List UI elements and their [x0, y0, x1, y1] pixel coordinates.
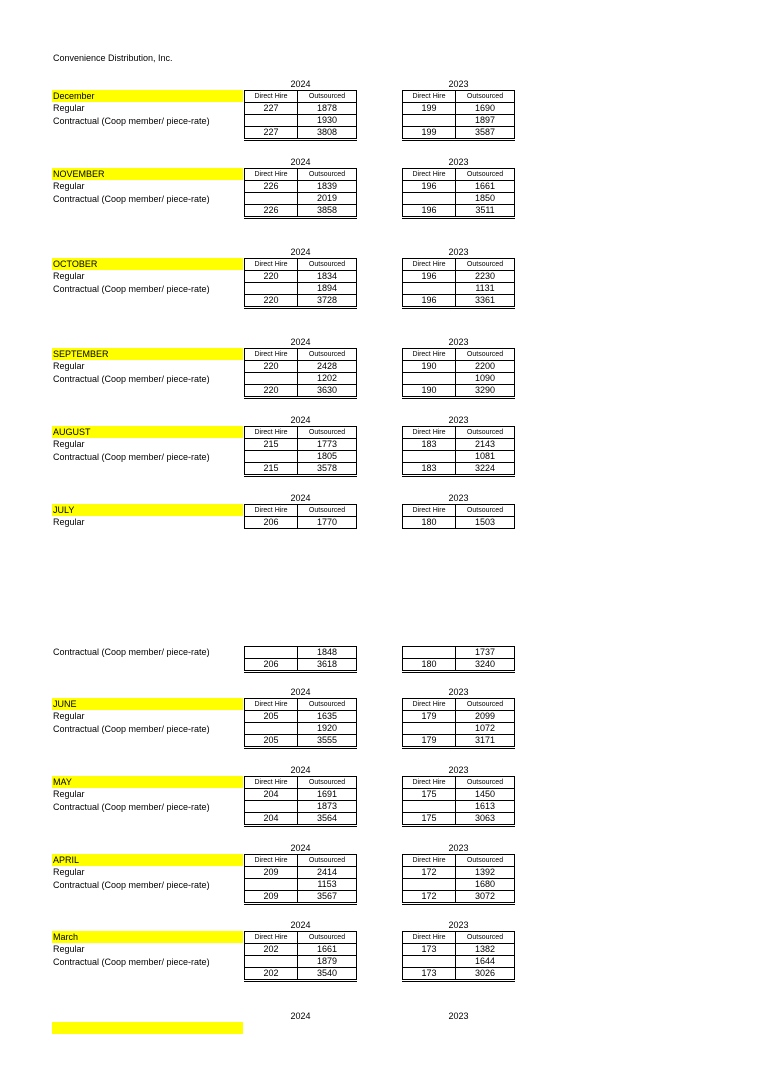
total-outsourced: 3555	[298, 735, 357, 748]
month-label: OCTOBER	[52, 258, 243, 270]
regular-outsourced: 1834	[298, 271, 357, 283]
total-outsourced: 3072	[456, 891, 515, 904]
contractual-direct-hire	[245, 373, 298, 385]
year-2024-label: 2024	[290, 415, 311, 425]
table-y2023	[402, 646, 515, 673]
total-outsourced: 3808	[298, 127, 357, 140]
table-y2024	[244, 776, 357, 827]
total-outsourced: 3728	[298, 295, 357, 308]
contractual-outsourced: 1613	[456, 801, 515, 813]
table-y2023	[402, 168, 515, 219]
direct-hire-header: Direct Hire	[245, 855, 298, 867]
regular-direct-hire: 202	[245, 944, 298, 956]
table-y2023	[402, 258, 515, 309]
contractual-outsourced: 1894	[298, 283, 357, 295]
regular-outsourced: 1450	[456, 789, 515, 801]
regular-label: Regular	[53, 711, 85, 721]
regular-direct-hire: 205	[245, 711, 298, 723]
regular-direct-hire: 183	[403, 439, 456, 451]
regular-direct-hire: 209	[245, 867, 298, 879]
month-block	[0, 157, 768, 226]
year-2023-label: 2023	[448, 157, 469, 167]
contractual-direct-hire	[403, 956, 456, 968]
table-y2024	[244, 931, 357, 982]
contractual-label: Contractual (Coop member/ piece-rate)	[53, 957, 210, 967]
total-direct-hire: 220	[245, 385, 298, 398]
table-y2023	[402, 348, 515, 399]
outsourced-header: Outsourced	[298, 427, 357, 439]
direct-hire-header: Direct Hire	[245, 91, 298, 103]
direct-hire-header: Direct Hire	[403, 932, 456, 944]
contractual-outsourced: 1897	[456, 115, 515, 127]
year-2023-label: 2023	[448, 765, 469, 775]
total-direct-hire: 190	[403, 385, 456, 398]
outsourced-header: Outsourced	[298, 349, 357, 361]
contractual-outsourced: 1081	[456, 451, 515, 463]
table-y2023	[402, 698, 515, 749]
year-2024-label: 2024	[290, 79, 311, 89]
contractual-direct-hire	[403, 283, 456, 295]
total-outsourced: 3587	[456, 127, 515, 140]
table-y2023	[402, 776, 515, 827]
month-block	[0, 247, 768, 316]
year-2023-label: 2023	[448, 843, 469, 853]
regular-label: Regular	[53, 789, 85, 799]
regular-outsourced: 1839	[298, 181, 357, 193]
outsourced-header: Outsourced	[298, 259, 357, 271]
contractual-direct-hire	[245, 193, 298, 205]
year-2024-label: 2024	[290, 920, 311, 930]
direct-hire-header: Direct Hire	[245, 169, 298, 181]
outsourced-header: Outsourced	[456, 932, 515, 944]
total-outsourced: 3224	[456, 463, 515, 476]
regular-direct-hire: 215	[245, 439, 298, 451]
direct-hire-header: Direct Hire	[403, 259, 456, 271]
outsourced-header: Outsourced	[456, 505, 515, 517]
regular-label: Regular	[53, 361, 85, 371]
regular-label: Regular	[53, 867, 85, 877]
total-outsourced: 3567	[298, 891, 357, 904]
regular-direct-hire: 220	[245, 271, 298, 283]
contractual-direct-hire	[403, 115, 456, 127]
contractual-outsourced: 1930	[298, 115, 357, 127]
month-label: AUGUST	[52, 426, 243, 438]
regular-outsourced: 2428	[298, 361, 357, 373]
contractual-outsourced: 1131	[456, 283, 515, 295]
contractual-label: Contractual (Coop member/ piece-rate)	[53, 880, 210, 890]
total-direct-hire: 179	[403, 735, 456, 748]
contractual-label: Contractual (Coop member/ piece-rate)	[53, 724, 210, 734]
regular-outsourced: 1382	[456, 944, 515, 956]
year-2023-label: 2023	[448, 493, 469, 503]
contractual-outsourced: 1850	[456, 193, 515, 205]
table-y2024	[244, 854, 357, 905]
direct-hire-header: Direct Hire	[245, 777, 298, 789]
total-outsourced: 3618	[298, 659, 357, 672]
month-label: MAY	[52, 776, 243, 788]
regular-direct-hire: 226	[245, 181, 298, 193]
regular-outsourced: 1770	[298, 517, 357, 529]
regular-outsourced: 1661	[298, 944, 357, 956]
contractual-outsourced: 1737	[456, 647, 515, 659]
outsourced-header: Outsourced	[298, 505, 357, 517]
contractual-outsourced: 1920	[298, 723, 357, 735]
year-2023-label: 2023	[448, 79, 469, 89]
contractual-direct-hire	[403, 451, 456, 463]
total-outsourced: 3564	[298, 813, 357, 826]
table-y2023	[402, 504, 515, 529]
contractual-direct-hire	[403, 373, 456, 385]
contractual-direct-hire	[245, 879, 298, 891]
contractual-direct-hire	[403, 647, 456, 659]
direct-hire-header: Direct Hire	[403, 349, 456, 361]
regular-outsourced: 2099	[456, 711, 515, 723]
total-outsourced: 3290	[456, 385, 515, 398]
outsourced-header: Outsourced	[456, 855, 515, 867]
regular-outsourced: 1503	[456, 517, 515, 529]
regular-direct-hire: 180	[403, 517, 456, 529]
month-block	[0, 920, 768, 989]
year-2024-label: 2024	[290, 687, 311, 697]
month-label: JULY	[52, 504, 243, 516]
contractual-outsourced: 1090	[456, 373, 515, 385]
contractual-outsourced: 1072	[456, 723, 515, 735]
contractual-outsourced: 2019	[298, 193, 357, 205]
contractual-direct-hire	[245, 801, 298, 813]
direct-hire-header: Direct Hire	[403, 777, 456, 789]
regular-outsourced: 1690	[456, 103, 515, 115]
total-direct-hire: 220	[245, 295, 298, 308]
regular-direct-hire: 220	[245, 361, 298, 373]
total-direct-hire: 173	[403, 968, 456, 981]
direct-hire-header: Direct Hire	[245, 427, 298, 439]
total-outsourced: 3063	[456, 813, 515, 826]
month-block	[0, 415, 768, 484]
table-y2024	[244, 258, 357, 309]
total-direct-hire: 172	[403, 891, 456, 904]
total-outsourced: 3630	[298, 385, 357, 398]
contractual-label: Contractual (Coop member/ piece-rate)	[53, 647, 210, 657]
contractual-outsourced: 1680	[456, 879, 515, 891]
contractual-outsourced: 1873	[298, 801, 357, 813]
month-block	[0, 687, 768, 756]
total-direct-hire: 226	[245, 205, 298, 218]
total-outsourced: 3578	[298, 463, 357, 476]
total-outsourced: 3171	[456, 735, 515, 748]
year-2024-label: 2024	[290, 337, 311, 347]
contractual-outsourced: 1805	[298, 451, 357, 463]
total-direct-hire: 202	[245, 968, 298, 981]
outsourced-header: Outsourced	[456, 349, 515, 361]
year-2023-label: 2023	[448, 337, 469, 347]
contractual-direct-hire	[403, 879, 456, 891]
regular-direct-hire: 204	[245, 789, 298, 801]
direct-hire-header: Direct Hire	[403, 699, 456, 711]
contractual-outsourced: 1644	[456, 956, 515, 968]
outsourced-header: Outsourced	[298, 699, 357, 711]
year-2024-label: 2024	[290, 247, 311, 257]
contractual-direct-hire	[403, 723, 456, 735]
contractual-outsourced: 1153	[298, 879, 357, 891]
table-y2024	[244, 426, 357, 477]
regular-direct-hire: 199	[403, 103, 456, 115]
total-outsourced: 3026	[456, 968, 515, 981]
outsourced-header: Outsourced	[456, 169, 515, 181]
year-2024-label: 2024	[290, 493, 311, 503]
table-y2023	[402, 426, 515, 477]
year-2024-label: 2024	[290, 157, 311, 167]
regular-direct-hire: 196	[403, 181, 456, 193]
contractual-direct-hire	[245, 647, 298, 659]
table-y2024	[244, 504, 357, 529]
total-outsourced: 3540	[298, 968, 357, 981]
regular-label: Regular	[53, 439, 85, 449]
regular-outsourced: 1635	[298, 711, 357, 723]
direct-hire-header: Direct Hire	[245, 259, 298, 271]
direct-hire-header: Direct Hire	[245, 699, 298, 711]
outsourced-header: Outsourced	[298, 169, 357, 181]
direct-hire-header: Direct Hire	[403, 91, 456, 103]
direct-hire-header: Direct Hire	[245, 505, 298, 517]
total-direct-hire: 196	[403, 205, 456, 218]
total-outsourced: 3511	[456, 205, 515, 218]
regular-outsourced: 2200	[456, 361, 515, 373]
total-direct-hire: 196	[403, 295, 456, 308]
year-2024-label: 2024	[290, 765, 311, 775]
contractual-direct-hire	[245, 956, 298, 968]
regular-direct-hire: 175	[403, 789, 456, 801]
outsourced-header: Outsourced	[298, 855, 357, 867]
contractual-direct-hire	[245, 451, 298, 463]
total-direct-hire: 215	[245, 463, 298, 476]
regular-direct-hire: 179	[403, 711, 456, 723]
outsourced-header: Outsourced	[456, 259, 515, 271]
year-2023-label: 2023	[448, 1011, 469, 1021]
total-outsourced: 3361	[456, 295, 515, 308]
total-direct-hire: 206	[245, 659, 298, 672]
month-block	[0, 843, 768, 912]
total-outsourced: 3858	[298, 205, 357, 218]
total-direct-hire: 183	[403, 463, 456, 476]
direct-hire-header: Direct Hire	[245, 932, 298, 944]
regular-label: Regular	[53, 517, 85, 527]
contractual-label: Contractual (Coop member/ piece-rate)	[53, 194, 210, 204]
month-block	[0, 79, 768, 148]
regular-outsourced: 1661	[456, 181, 515, 193]
regular-label: Regular	[53, 944, 85, 954]
month-label: March	[52, 931, 243, 943]
regular-outsourced: 1773	[298, 439, 357, 451]
regular-direct-hire: 206	[245, 517, 298, 529]
table-y2024	[244, 698, 357, 749]
direct-hire-header: Direct Hire	[403, 855, 456, 867]
company-name: Convenience Distribution, Inc.	[53, 53, 173, 63]
year-2023-label: 2023	[448, 687, 469, 697]
contractual-label: Contractual (Coop member/ piece-rate)	[53, 116, 210, 126]
year-2024-label: 2024	[290, 1011, 311, 1021]
contractual-outsourced: 1848	[298, 647, 357, 659]
contractual-outsourced: 1202	[298, 373, 357, 385]
total-direct-hire: 199	[403, 127, 456, 140]
total-direct-hire: 180	[403, 659, 456, 672]
contractual-direct-hire	[403, 801, 456, 813]
regular-label: Regular	[53, 271, 85, 281]
regular-label: Regular	[53, 103, 85, 113]
table-y2023	[402, 854, 515, 905]
month-label: JUNE	[52, 698, 243, 710]
table-y2023	[402, 931, 515, 982]
regular-outsourced: 1691	[298, 789, 357, 801]
contractual-label: Contractual (Coop member/ piece-rate)	[53, 374, 210, 384]
regular-outsourced: 1392	[456, 867, 515, 879]
regular-direct-hire: 196	[403, 271, 456, 283]
direct-hire-header: Direct Hire	[245, 349, 298, 361]
contractual-direct-hire	[245, 723, 298, 735]
direct-hire-header: Direct Hire	[403, 505, 456, 517]
month-block	[0, 337, 768, 406]
table-y2024	[244, 90, 357, 141]
outsourced-header: Outsourced	[456, 427, 515, 439]
table-y2023	[402, 90, 515, 141]
contractual-direct-hire	[245, 115, 298, 127]
regular-direct-hire: 173	[403, 944, 456, 956]
regular-outsourced: 2414	[298, 867, 357, 879]
outsourced-header: Outsourced	[456, 91, 515, 103]
contractual-direct-hire	[403, 193, 456, 205]
month-label: SEPTEMBER	[52, 348, 243, 360]
total-direct-hire: 205	[245, 735, 298, 748]
contractual-label: Contractual (Coop member/ piece-rate)	[53, 802, 210, 812]
direct-hire-header: Direct Hire	[403, 427, 456, 439]
direct-hire-header: Direct Hire	[403, 169, 456, 181]
table-y2024	[244, 168, 357, 219]
month-label: December	[52, 90, 243, 102]
regular-label: Regular	[53, 181, 85, 191]
regular-direct-hire: 227	[245, 103, 298, 115]
outsourced-header: Outsourced	[456, 777, 515, 789]
regular-outsourced: 2143	[456, 439, 515, 451]
month-block	[0, 765, 768, 834]
total-direct-hire: 209	[245, 891, 298, 904]
contractual-label: Contractual (Coop member/ piece-rate)	[53, 284, 210, 294]
total-outsourced: 3240	[456, 659, 515, 672]
total-direct-hire: 204	[245, 813, 298, 826]
table-y2024	[244, 646, 357, 673]
outsourced-header: Outsourced	[456, 699, 515, 711]
contractual-outsourced: 1879	[298, 956, 357, 968]
year-2023-label: 2023	[448, 920, 469, 930]
month-label: NOVEMBER	[52, 168, 243, 180]
year-2024-label: 2024	[290, 843, 311, 853]
contractual-direct-hire	[245, 283, 298, 295]
regular-direct-hire: 172	[403, 867, 456, 879]
contractual-label: Contractual (Coop member/ piece-rate)	[53, 452, 210, 462]
outsourced-header: Outsourced	[298, 932, 357, 944]
year-2023-label: 2023	[448, 415, 469, 425]
outsourced-header: Outsourced	[298, 91, 357, 103]
month-block-partial	[0, 1011, 768, 1080]
total-direct-hire: 175	[403, 813, 456, 826]
year-2023-label: 2023	[448, 247, 469, 257]
month-label: APRIL	[52, 854, 243, 866]
total-direct-hire: 227	[245, 127, 298, 140]
outsourced-header: Outsourced	[298, 777, 357, 789]
regular-outsourced: 2230	[456, 271, 515, 283]
regular-outsourced: 1878	[298, 103, 357, 115]
table-y2024	[244, 348, 357, 399]
regular-direct-hire: 190	[403, 361, 456, 373]
month-block	[0, 493, 768, 562]
